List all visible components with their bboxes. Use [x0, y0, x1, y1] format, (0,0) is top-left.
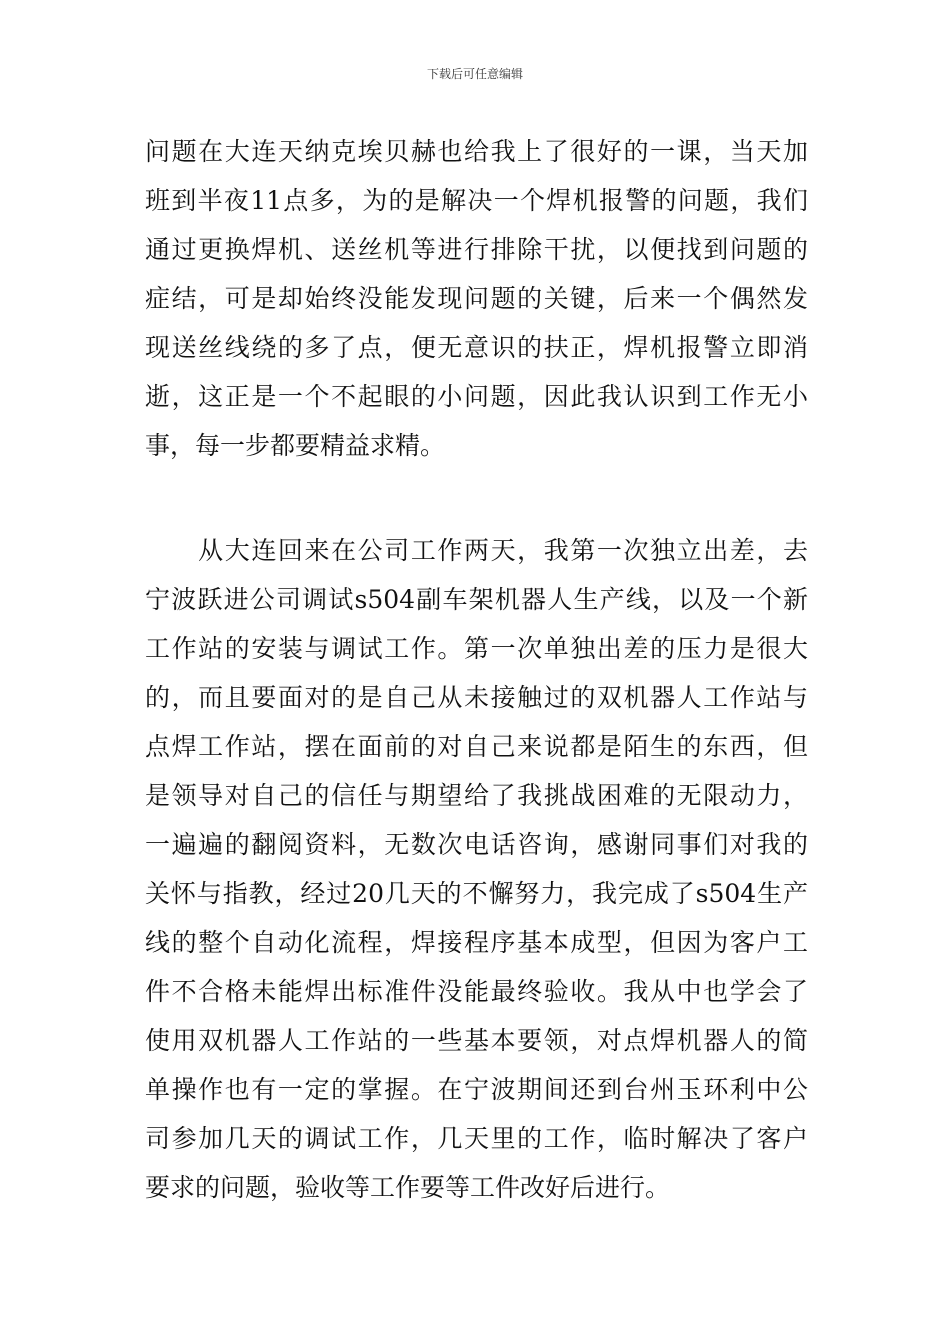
paragraph-1 — [145, 127, 808, 470]
text-line: 事，每一步都要精益求精。 — [145, 431, 446, 460]
text-line: 线的整个自动化流程，焊接程序基本成型，但因为客户工 — [145, 928, 808, 957]
paragraph-2 — [145, 526, 808, 1212]
text-line: 现送丝线绕的多了点，便无意识的扶正，焊机报警立即消 — [145, 333, 808, 362]
text-line: 通过更换焊机、送丝机等进行排除干扰，以便找到问题的 — [145, 235, 808, 264]
page-header: 下载后可任意编辑 — [426, 67, 523, 81]
text-line: 问题在大连天纳克埃贝赫也给我上了很好的一课，当天加 — [145, 137, 808, 166]
text-line: 是领导对自己的信任与期望给了我挑战困难的无限动力， — [145, 781, 808, 810]
text-line: 的，而且要面对的是自己从未接触过的双机器人工作站与 — [145, 683, 808, 712]
text-line: 点焊工作站，摆在面前的对自己来说都是陌生的东西，但 — [145, 732, 808, 761]
text-line: 工作站的安装与调试工作。第一次单独出差的压力是很大 — [145, 634, 808, 663]
text-line: 逝，这正是一个不起眼的小问题，因此我认识到工作无小 — [145, 382, 808, 411]
text-line: 单操作也有一定的掌握。在宁波期间还到台州玉环利中公 — [145, 1075, 808, 1104]
text-line: 从大连回来在公司工作两天，我第一次独立出差，去 — [145, 536, 808, 565]
text-line: 件不合格未能焊出标准件没能最终验收。我从中也学会了 — [145, 977, 808, 1006]
text-line: 症结，可是却始终没能发现问题的关键，后来一个偶然发 — [145, 284, 808, 313]
text-line: 使用双机器人工作站的一些基本要领，对点焊机器人的简 — [145, 1026, 808, 1055]
text-line: 一遍遍的翻阅资料，无数次电话咨询，感谢同事们对我的 — [145, 830, 808, 859]
text-line: 关怀与指教，经过20几天的不懈努力，我完成了s504生产 — [145, 879, 808, 908]
text-line: 要求的问题，验收等工作要等工件改好后进行。 — [145, 1173, 671, 1202]
text-line: 宁波跃进公司调试s504副车架机器人生产线，以及一个新 — [145, 585, 808, 614]
text-line: 班到半夜11点多，为的是解决一个焊机报警的问题，我们 — [145, 186, 808, 215]
text-line: 司参加几天的调试工作，几天里的工作，临时解决了客户 — [145, 1124, 808, 1153]
